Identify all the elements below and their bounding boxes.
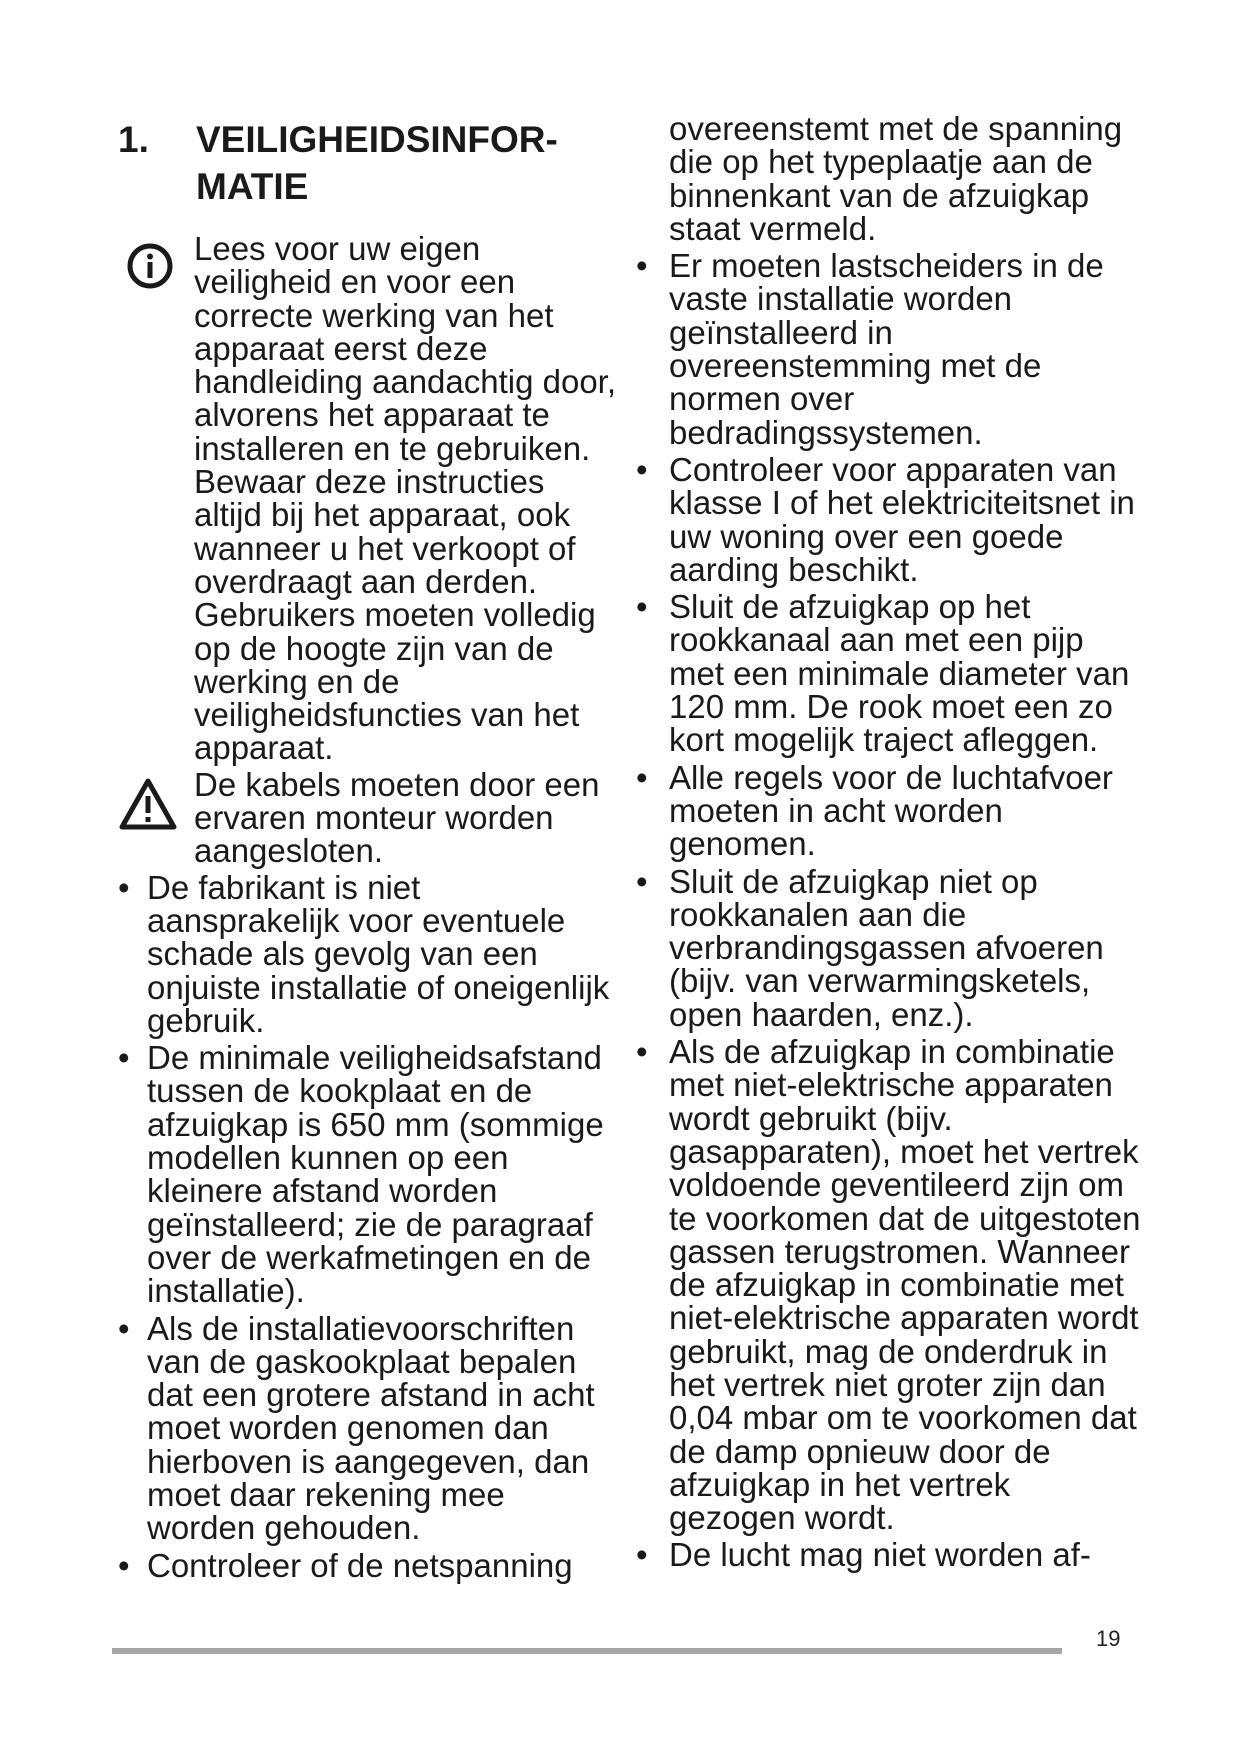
bullet-symbol: • — [636, 862, 648, 900]
warning-notice — [118, 765, 618, 870]
footer-rule — [112, 1648, 1062, 1654]
list-item — [632, 588, 1142, 759]
list-item — [118, 1309, 618, 1547]
page-number: 19 — [1096, 1626, 1121, 1651]
list-item — [632, 450, 1142, 588]
list-item — [118, 1546, 618, 1584]
bullet-symbol: • — [636, 1536, 648, 1574]
list-item — [632, 758, 1142, 863]
list-item — [632, 862, 1142, 1033]
list-item-text: Sluit de afzuigkap op het rookkanaal aan met een pijp met een minimale diameter van 120 mm. De rook moet een zo kort mogelijk traject afleggen. — [669, 588, 1130, 759]
list-item-text: De lucht mag niet worden af- — [669, 1536, 1091, 1574]
bullet-symbol: • — [118, 868, 130, 906]
list-item-text: De minimale veiligheidsafstand tussen de kookplaat en de afzuigkap is 650 mm (sommige modellen kunnen op een kleinere afstand worden geïnstalleerd; zie de paragraaf over de werkafmetingen en de installatie). — [147, 1039, 604, 1310]
bullet-symbol: • — [636, 588, 648, 626]
bullet-symbol: • — [118, 1546, 130, 1584]
list-item-text: Controleer of de netspanning — [147, 1546, 573, 1584]
section-heading — [118, 116, 618, 210]
bullet-symbol: • — [636, 247, 648, 285]
left-column — [118, 112, 618, 1586]
list-item — [632, 249, 1142, 449]
list-item — [632, 1033, 1142, 1537]
list-item-text: Als de installatievoorschriften van de gaskookplaat bepalen dat een grotere afstand in acht moet worden genomen dan hierboven is aangegeven, dan moet daar rekening mee worden gehouden. — [147, 1309, 595, 1547]
bullet-symbol: • — [636, 758, 648, 796]
right-column — [632, 112, 1142, 1576]
info-notice-text: Lees voor uw eigen veiligheid en voor een correcte werking van het apparaat eerst deze handleiding aandachtig door, alvorens het apparaat te installeren en te gebruiken. Bewaar deze instructies altijd bij het apparaat, ook wanneer u het verkoopt of overdraagt aan derden. Gebruikers moeten volledig op de hoogte zijn van de werking en de veiligheidsfuncties van het apparaat. — [194, 230, 617, 767]
list-item-text: Controleer voor apparaten van klasse I of het elektriciteitsnet in uw woning over een goede aarding beschikt. — [669, 450, 1135, 588]
warning-notice-text: De kabels moeten door een ervaren monteur worden aangesloten. — [194, 765, 600, 870]
list-item-text: Als de afzuigkap in combinatie met niet-elektrische apparaten wordt gebruikt (bijv. gasapparaten), moet het vertrek voldoende geventileerd zijn om te voorkomen dat de uitgestoten gassen terugstromen. Wanneer de afzuigkap in combinatie met niet-elektrische apparaten wordt gebruikt, mag de onderdruk in het vertrek niet groter zijn dan 0,04 mbar om te voorkomen dat de damp opnieuw door de afzuigkap in het vertrek gezogen wordt. — [669, 1033, 1141, 1537]
continued-text: overeenstemt met de spanning die op het typeplaatje aan de binnenkant van de afzuigkap staat vermeld. — [669, 110, 1123, 247]
info-circle-icon — [126, 242, 174, 290]
bullet-symbol: • — [118, 1039, 130, 1077]
bullet-symbol: • — [118, 1309, 130, 1347]
list-item-text: Alle regels voor de luchtafvoer moeten in acht worden genomen. — [669, 758, 1113, 863]
section-title: VEILIGHEIDSINFOR-MATIE — [196, 119, 558, 207]
info-notice — [118, 232, 618, 765]
list-item-text: De fabrikant is niet aansprakelijk voor eventuele schade als gevolg van een onjuiste installatie of oneigenlijk gebruik. — [147, 868, 610, 1039]
list-item-text: Er moeten lastscheiders in de vaste installatie worden geïnstalleerd in overeenstemming met de normen over bedradingssystemen. — [669, 247, 1104, 451]
bullet-symbol: • — [636, 450, 648, 488]
bullet-symbol: • — [636, 1033, 648, 1071]
list-item — [118, 868, 618, 1039]
list-item — [632, 1536, 1142, 1574]
section-number: 1. — [118, 119, 149, 160]
list-item — [118, 1039, 618, 1310]
list-item-text: Sluit de afzuigkap niet op rookkanalen aan die verbrandingsgassen afvoeren (bijv. van verwarmingsketels, open haarden, enz.). — [669, 862, 1104, 1033]
warning-triangle-icon — [118, 776, 178, 832]
